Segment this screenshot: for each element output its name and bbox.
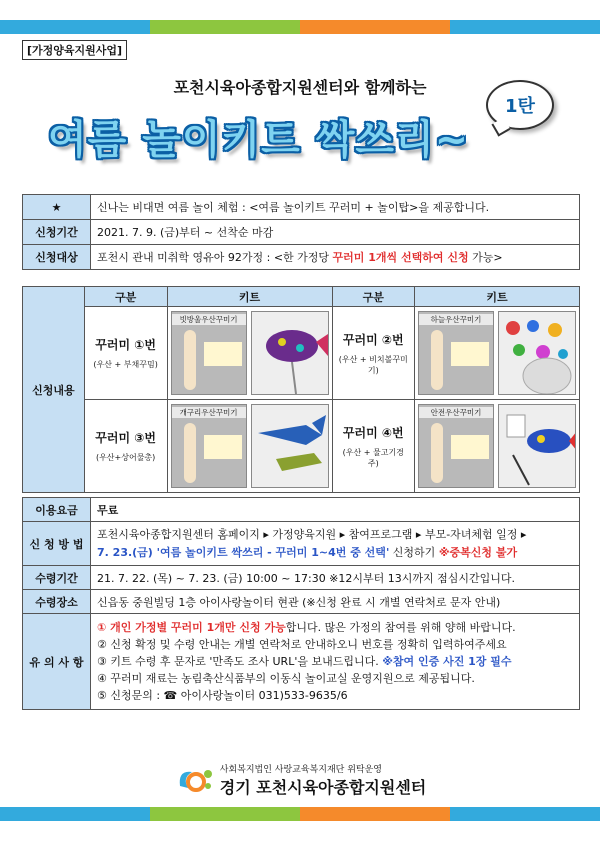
kit-1-sample-image	[251, 311, 329, 395]
star-text: 신나는 비대면 여름 놀이 체험 : <여름 놀이키트 꾸러미 + 놀이탑>을 제공합니다.	[91, 195, 580, 220]
period-text: 2021. 7. 9. (금)부터 ~ 선착순 마감	[91, 220, 580, 245]
period-label: 신청기간	[23, 220, 91, 245]
place-label: 수령장소	[23, 590, 91, 614]
notes-label: 유 의 사 항	[23, 614, 91, 710]
footer	[0, 762, 600, 798]
footer-center-name: 경기 포천시육아종합지원센터	[219, 778, 427, 797]
kit-1-name-cell: 꾸러미 ①번 (우산 + 부채꾸밈)	[84, 307, 167, 400]
center-logo-icon	[174, 764, 214, 796]
pickup-label: 수령기간	[23, 566, 91, 590]
method-text: 포천시육아종합지원센터 홈페이지 ▸ 가정양육지원 ▸ 참여프로그램 ▸ 부모-자녀체험 일정 ▸ 7. 23.(금) '여름 놀이키트 싹쓰리 - 꾸러미 1~4번 중 선택' 신청하기 ※중복신청 불가	[91, 522, 580, 566]
pickup-text: 21. 7. 22. (목) ~ 7. 23. (금) 10:00 ~ 17:30 ※12시부터 13시까지 점심시간입니다.	[91, 566, 580, 590]
kit-4-sample-image	[498, 404, 576, 488]
method-label: 신 청 방 법	[23, 522, 91, 566]
kit-2-photos	[415, 307, 580, 400]
details-table	[22, 497, 580, 710]
kit-2-sample-image	[498, 311, 576, 395]
kit-3-sample-image	[251, 404, 329, 488]
bottom-color-bar	[0, 807, 600, 821]
head-group-1: 구분	[84, 287, 167, 307]
kit-4-name-cell: 꾸러미 ④번 (우산 + 물고기경주)	[332, 400, 414, 493]
fee-text: 무료	[91, 498, 580, 522]
content-label: 신청내용	[23, 287, 85, 493]
head-kit-2: 키트	[415, 287, 580, 307]
page-title: 여름 놀이키트 싹쓰리~	[48, 117, 470, 163]
place-text: 신읍동 중원빌딩 1층 아이사랑놀이터 현관 (※신청 완료 시 개별 연락처로 문자 안내)	[91, 590, 580, 614]
fee-label: 이용요금	[23, 498, 91, 522]
kit-1-photos	[167, 307, 332, 400]
kit-2-name-cell: 꾸러미 ②번 (우산 + 비치볼꾸미기)	[332, 307, 414, 400]
head-group-2: 구분	[332, 287, 414, 307]
kit-3-photos	[167, 400, 332, 493]
head-kit-1: 키트	[167, 287, 332, 307]
top-color-bar	[0, 20, 600, 34]
kit-4-photo: 안전우산꾸미기	[418, 404, 494, 488]
program-tag: [가정양육지원사업]	[22, 40, 127, 60]
info-table	[22, 194, 580, 270]
kit-table	[22, 286, 580, 493]
star-label: ★	[23, 195, 91, 220]
footer-operator: 사회복지법인 사랑교육복지재단 위탁운영	[219, 765, 382, 775]
kit-3-photo: 개구리우산꾸미기	[171, 404, 247, 488]
kit-2-photo: 하늘우산꾸미기	[418, 311, 494, 395]
notes-list: ① 개인 가정별 꾸러미 1개만 신청 가능합니다. 많은 가정의 참여를 위해 양해 바랍니다. ② 신청 확정 및 수령 안내는 개별 연락처로 안내하오니 번호를 정확히 입력하여주세요 ③ 키트 수령 후 문자로 '만족도 조사 URL'을 보내드립니다. ※참여 인증 사진 1장 필수 ④ 꾸러미 재료는 농림축산식품부의 이동식 놀이교실 운영지원으로 제공됩니다. ⑤ 신청문의 : ☎ 아이사랑놀이터 031)533-9635/6	[91, 614, 580, 710]
target-label: 신청대상	[23, 245, 91, 270]
target-text: 포천시 관내 미취학 영유아 92가정 : <한 가정당 꾸러미 1개씩 선택하여 신청 가능>	[91, 245, 580, 270]
episode-bubble: 1탄	[486, 80, 554, 130]
kit-4-photos	[415, 400, 580, 493]
kit-3-name-cell: 꾸러미 ③번 (우산+상어물총)	[84, 400, 167, 493]
kit-1-photo: 빗방울우산꾸미기	[171, 311, 247, 395]
subtitle: 포천시육아종합지원센터와 함께하는	[173, 78, 427, 97]
